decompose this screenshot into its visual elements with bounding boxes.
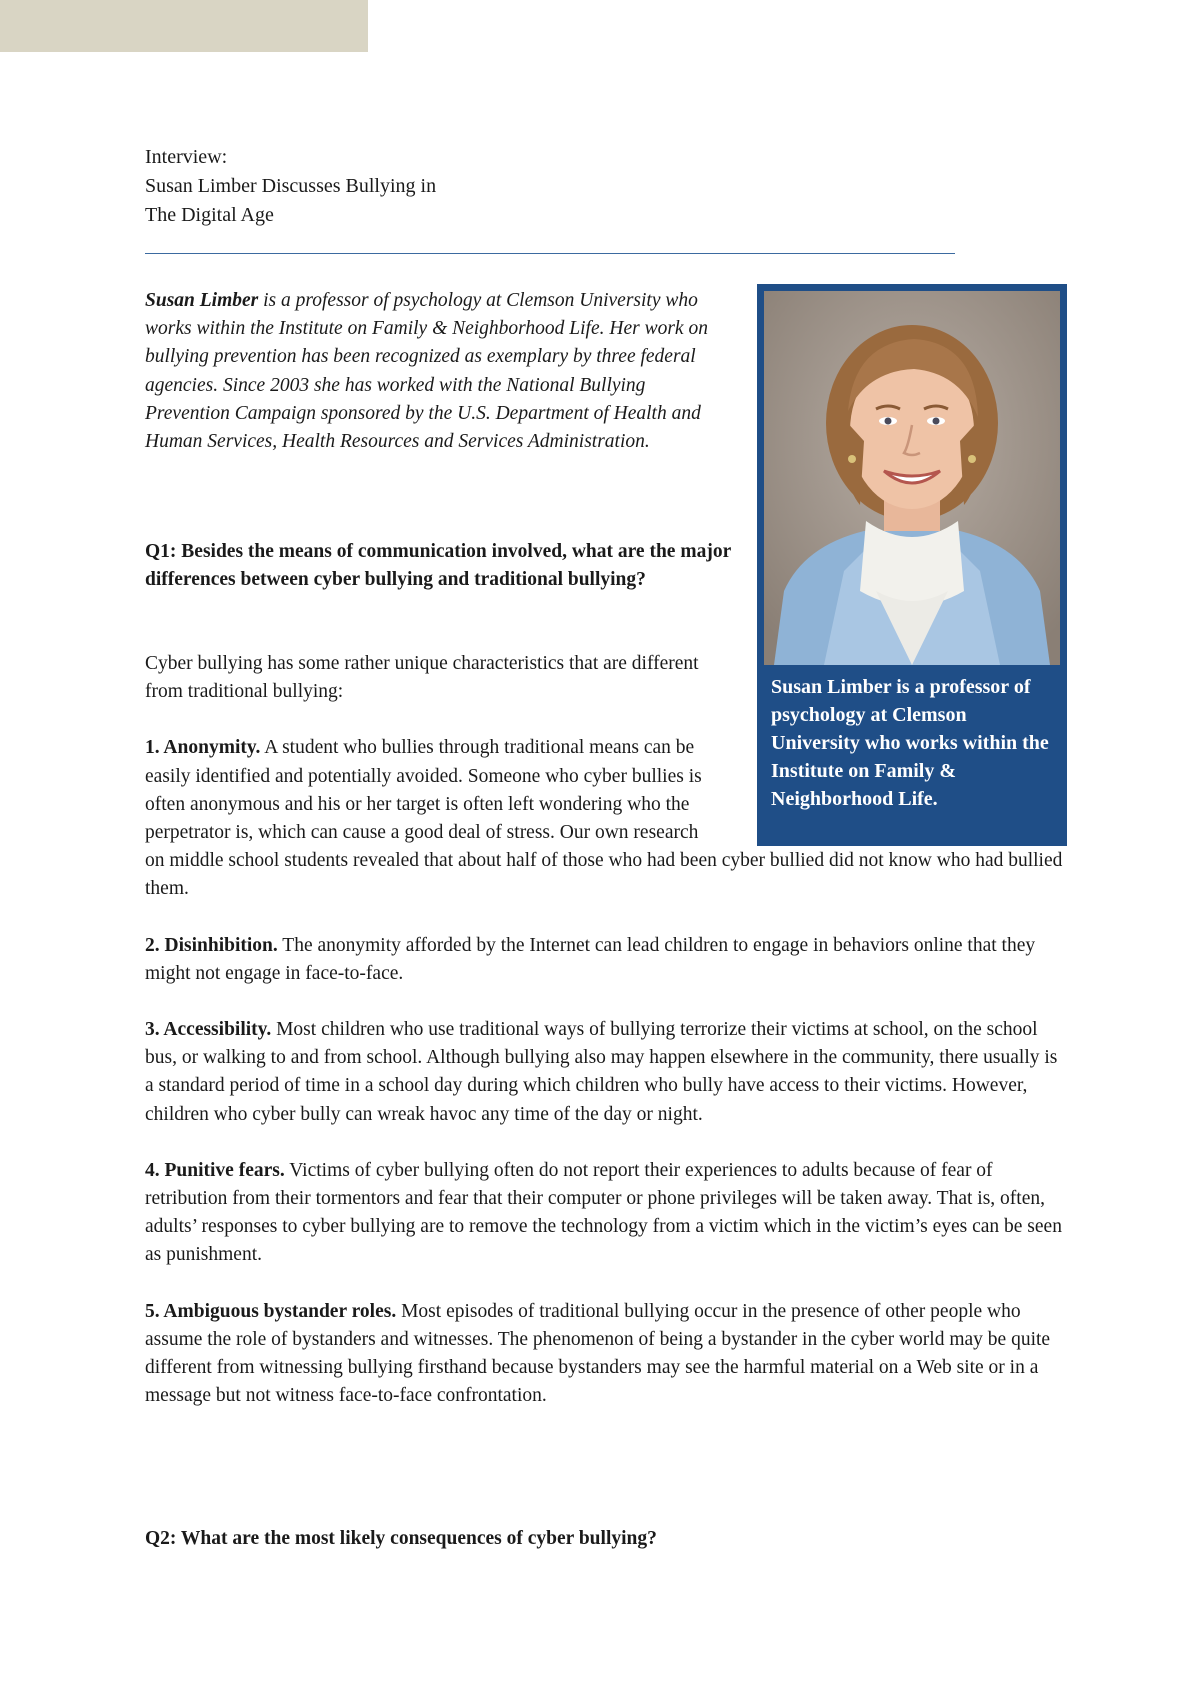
point-accessibility [145,1016,1070,1129]
portrait-photo [764,291,1060,665]
point-text: Most episodes of traditional bullying occur in the presence of other people who assume the role of bystanders and witnesses. The phenomenon of being a bystander in the cyber world may be quite different from witnessing bullying firsthand because bystanders may see the harmful material on a Web site or in a message but not witness face-to-face confrontation. [145,1300,1051,1407]
point-title: 2. Disinhibition. [145,934,278,956]
question-1: Q1: Besides the means of communication involved, what are the major differences between cyber bullying and traditional bullying? [145,541,731,591]
answer-body [145,650,1070,1438]
point-anonymity-continued: on middle school students revealed that about half of those who had been cyber bullied did not know who had bullied them. [145,850,1063,900]
point-text: The anonymity afforded by the Internet can lead children to engage in behaviors online that they might not engage in face-to-face. [145,934,1036,984]
point-text: Victims of cyber bullying often do not report their experiences to adults because of fear of retribution from their tormentors and fear that their computer or phone privileges will be taken away. That is, often, adults’ responses to cyber bullying are to remove the technology from a victim which in the victim’s eyes can be seen as punishment. [145,1159,1062,1266]
intro-name: Susan Limber [145,290,259,311]
point-bystander-roles [145,1298,1070,1411]
title-line-1: Interview: [145,146,228,168]
question-2: Q2: What are the most likely consequences of cyber bullying? [145,1528,657,1549]
point-title: 3. Accessibility. [145,1019,272,1041]
article-title [145,143,436,230]
point-title: 4. Punitive fears. [145,1159,285,1181]
intro-paragraph [145,287,725,456]
point-text: Most children who use traditional ways of bullying terrorize their victims at school, on the school bus, or walking to and from school. Although bullying also may happen elsewhere in the community, there usually is a standard period of time in a school day during which children who bully have access to their victims. However, children who cyber bully can wreak havoc any time of the day or night. [145,1019,1058,1125]
point-title: 5. Ambiguous bystander roles. [145,1300,397,1322]
corner-decoration [0,0,368,52]
portrait-illustration [764,291,1060,665]
point-anonymity [145,734,735,847]
point-disinhibition [145,932,1070,988]
point-text: A student who bullies through traditional means can be easily identified and potentially avoided. Someone who cyber bullies is often anonymous and his or her target is often left wondering who the perpetrator is, which can cause a good deal of stress. Our own research [145,737,702,844]
point-punitive-fears [145,1157,1070,1270]
title-line-2: Susan Limber Discusses Bullying in [145,175,437,197]
point-title: 1. Anonymity. [145,737,261,759]
title-divider [145,253,955,254]
answer-intro: Cyber bullying has some rather unique characteristics that are different from traditional bullying: [145,653,699,703]
title-line-3: The Digital Age [145,204,274,226]
intro-text: is a professor of psychology at Clemson University who works within the Institute on Family & Neighborhood Life. Her work on bullying prevention has been recognized as exemplary by three federal agencies. Since 2003 she has worked with the National Bullying Prevention Campaign sponsored by the U.S. Department of Health and Human Services, Health Resources and Services Administration. [145,290,708,453]
photo-caption: Susan Limber is a professor of psychology at Clemson University who works within the Institute on Family & Neighborhood Life. [771,676,1049,810]
